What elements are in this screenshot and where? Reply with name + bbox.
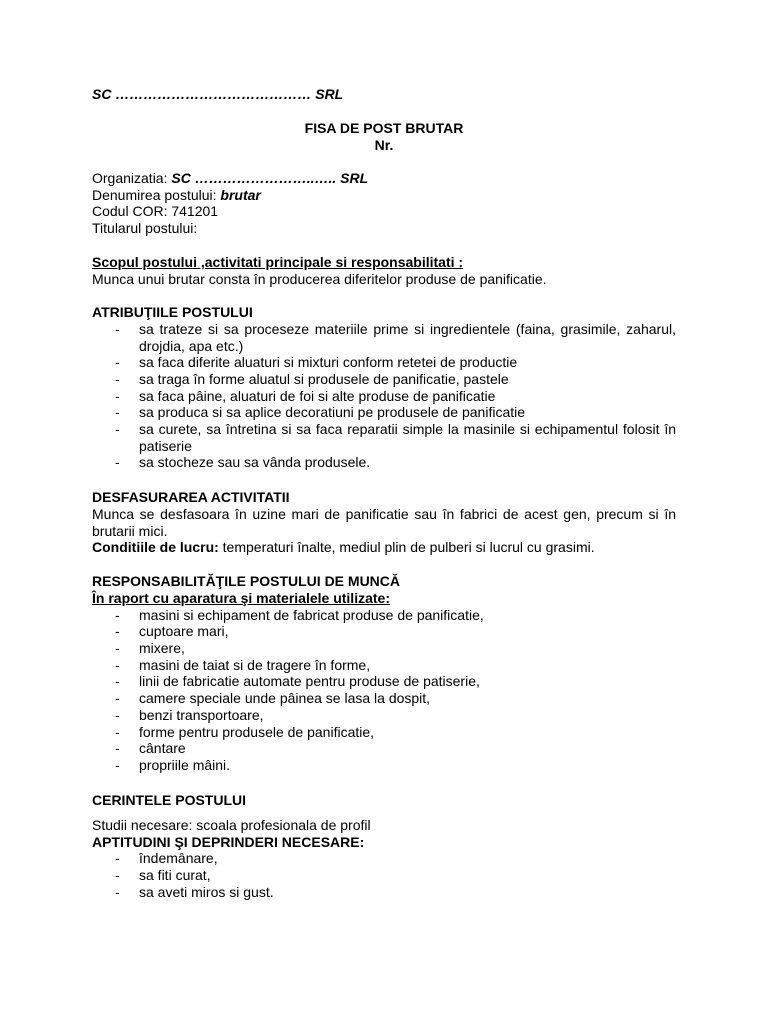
list-item: - camere speciale unde pâinea se lasa la dospit, [115, 690, 431, 707]
job-title-label: Denumirea postului: [92, 186, 221, 203]
dash-bullet: - [115, 756, 120, 773]
equipment-list [92, 607, 676, 774]
list-item: - sa aveti miros si gust. [115, 883, 274, 900]
list-item: - linii de fabricatie automate pentru produse de patiserie, [115, 673, 480, 690]
skills-heading: APTITUDINI ŞI DEPRINDERI NECESARE: [92, 833, 365, 850]
scope-heading: Scopul postului ,activitati principale si responsabilitati : [92, 254, 464, 270]
dash-bullet: - [115, 740, 120, 757]
list-item: - forme pentru produsele de panificatie, [115, 723, 375, 740]
attributions-list [92, 321, 676, 471]
list-item: - cântare [115, 740, 186, 757]
dash-bullet: - [115, 387, 120, 404]
responsibilities-section [92, 573, 676, 774]
list-item: - sa faca pâine, aluaturi de foi si alte produse de panificatie [115, 387, 496, 404]
list-item: - sa trateze si sa proceseze materiile prime si ingredientele (faina, grasimile, zaharul, drojdia, apa etc.) [115, 320, 676, 354]
list-item: - sa fiti curat, [115, 867, 211, 884]
skills-list [92, 850, 676, 900]
document-title: FISA DE POST BRUTAR [304, 120, 464, 136]
dash-bullet: - [115, 404, 120, 421]
dash-bullet: - [115, 656, 120, 673]
list-item: - sa curete, sa întretina si sa faca reparatii simple la masinile si echipamentul folosit în patiserie [115, 421, 676, 454]
requirements-heading: CERINTELE POSTULUI [92, 792, 247, 808]
activity-heading: DESFASURAREA ACTIVITATII [92, 489, 290, 505]
dash-bullet: - [115, 723, 120, 740]
dash-bullet: - [115, 623, 120, 640]
list-item: - sa produca si sa aplice decoratiuni pe produsele de panificatie [115, 404, 526, 421]
activity-text: Munca se desfasoara în uzine mari de panificatie sau în fabrici de acest gen, precum si în brutarii mici. [92, 505, 676, 539]
scope-text: Munca unui brutar consta în producerea diferitelor produse de panificatie. [92, 270, 547, 287]
document-number: Nr. [374, 136, 394, 153]
job-info [92, 170, 676, 237]
job-title-row [92, 187, 676, 204]
document-title-block [0, 120, 768, 153]
list-item: - masini si echipament de fabricat produse de panificatie, [115, 606, 484, 623]
list-item: - îndemânare, [115, 850, 218, 867]
responsibilities-subheading: În raport cu aparatura şi materialele utilizate: [92, 589, 390, 606]
dash-bullet: - [115, 320, 120, 337]
list-item: - sa stocheze sau sa vânda produsele. [115, 454, 371, 471]
company-line: SC …………………………………… SRL [92, 86, 344, 102]
work-conditions-label: Conditiile de lucru: [92, 539, 219, 556]
dash-bullet: - [115, 690, 120, 707]
job-title-value: brutar [220, 186, 261, 203]
list-item: - mixere, [115, 640, 185, 656]
dash-bullet: - [115, 640, 120, 656]
work-conditions [92, 539, 676, 556]
responsibilities-heading: RESPONSABILITĂŢILE POSTULUI DE MUNCĂ [92, 573, 401, 589]
scope-section [92, 254, 676, 288]
organization-value: SC ……………………..….. SRL [171, 170, 369, 186]
list-item: - propriile mâini. [115, 756, 231, 773]
list-item: - sa faca diferite aluaturi si mixturi conform retetei de productie [115, 354, 518, 371]
required-studies: Studii necesare: scoala profesionala de profil [92, 816, 371, 833]
job-holder: Titularul postului: [92, 220, 198, 237]
dash-bullet: - [115, 867, 120, 884]
requirements-section [92, 792, 676, 901]
dash-bullet: - [115, 883, 120, 900]
dash-bullet: - [115, 454, 120, 471]
attributions-heading: ATRIBUŢIILE POSTULUI [92, 304, 253, 320]
dash-bullet: - [115, 354, 120, 371]
work-conditions-text: temperaturi înalte, mediul plin de pulberi si lucrul cu grasimi. [218, 539, 595, 556]
attributions-section [92, 304, 676, 471]
dash-bullet: - [115, 606, 120, 623]
activity-section [92, 489, 676, 556]
list-item: - sa traga în forme aluatul si produsele de panificatie, pastele [115, 370, 509, 387]
organization-row [92, 170, 676, 187]
dash-bullet: - [115, 673, 120, 690]
dash-bullet: - [115, 370, 120, 387]
dash-bullet: - [115, 850, 120, 867]
organization-label: Organizatia: [92, 170, 172, 186]
list-item: - benzi transportoare, [115, 706, 264, 723]
dash-bullet: - [115, 421, 120, 438]
list-item: - cuptoare mari, [115, 623, 229, 640]
list-item: - masini de taiat si de tragere în forme, [115, 656, 371, 673]
cor-code: Codul COR: 741201 [92, 203, 219, 220]
dash-bullet: - [115, 706, 120, 723]
